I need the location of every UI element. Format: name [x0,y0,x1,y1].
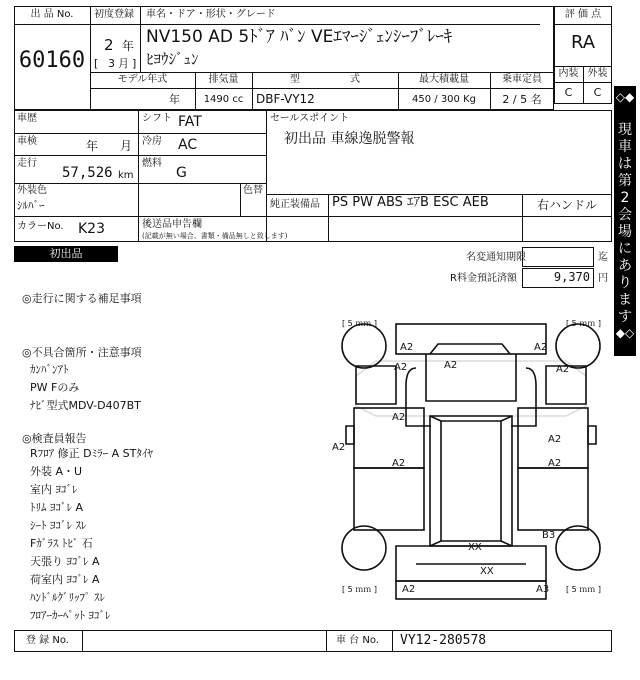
chassis-label: 車 台 No. [336,635,379,646]
defect-item: ﾅﾋﾞ型式MDV-D407BT [30,399,141,412]
recycle-unit: 円 [598,273,608,284]
tire-depth-rear-left: [ 5 ｍｍ ] [342,585,377,594]
exterior-label: 外装 [587,68,608,79]
max-load-label: 最大積載量 [419,74,469,85]
driving-remarks-title: ◎走行に関する補足事項 [22,292,142,305]
color-no-label: カラーNo. [17,221,64,232]
fuel-label: 燃料 [142,158,162,169]
color-change-label: 色替 [243,185,263,196]
score-label: 評 価 点 [564,9,602,20]
mileage-label: 走行 [17,158,37,169]
inspector-item: ﾊﾝﾄﾞﾙｸﾞﾘｯﾌﾟ ｽﾚ [30,591,105,604]
shift-value: FAT [178,114,202,130]
car-outline [326,316,612,626]
damage-mark: A2 [332,442,346,453]
mileage-value: 57,526 [62,165,113,181]
inspector-item: 室内 ﾖｺﾞﾚ [30,483,78,496]
color-no: K23 [78,221,105,237]
damage-mark: A2 [394,362,408,373]
month-bracket-close: ] [132,57,137,70]
inspector-item: Fｶﾞﾗｽ ﾄﾋﾞ 石 [30,537,93,550]
score-value: RA [570,32,596,53]
inspector-item: 外装 A・U [30,465,83,478]
tire-depth-front-left: [ 5 ｍｍ ] [342,319,377,328]
sales-point: 初出品 車線逸脱警報 [284,131,415,147]
title-deadline-box [522,247,594,267]
damage-mark: A3 [536,584,550,595]
month-bracket-open: [ [94,57,99,70]
lot-no: 60160 [18,48,86,73]
type-label-2: 式 [350,74,360,85]
defects-title: ◎不具合箇所・注意事項 [22,346,142,359]
reg-no-label: 登 録 No. [26,635,69,646]
inspector-item: ﾄﾘﾑ ﾖｺﾞﾚ A [30,501,84,514]
damage-mark: A2 [556,364,570,375]
inspector-item: ｼｰﾄ ﾖｺﾞﾚ ｽﾚ [30,519,87,532]
damage-mark: A2 [392,458,406,469]
model-year-unit: 年 [169,93,180,106]
inspector-item: 天張り ﾖｺﾞﾚ A [30,555,100,568]
damage-mark: A2 [534,342,548,353]
footer-frame [14,630,612,652]
first-reg-year: 2 [104,36,114,54]
recycle-label: R料金預託済額 [450,273,517,284]
damage-mark: A2 [548,458,562,469]
exterior-color: ｼﾙﾊﾞｰ [17,199,45,212]
chassis-no: VY12-280578 [400,633,487,648]
name-label: 車名・ドア・形状・グレード [146,9,276,20]
defect-item: ｶﾝﾊﾞﾝｱﾄ [30,363,69,376]
vehicle-name-line2: ﾋﾖｳｼﾞｭﾝ [146,50,199,68]
displacement-label: 排気量 [208,74,239,85]
recycle-amount: 9,370 [553,270,590,284]
damage-mark: A2 [548,434,562,445]
damage-mark: A2 [444,360,458,371]
lot-no-label: 出 品 No. [30,9,74,20]
exterior-score: C [593,86,602,99]
inspector-item: ﾌﾛｱｰｶｰﾍﾟｯﾄ ﾖｺﾞﾚ [30,609,111,622]
title-deadline-unit: 迄 [598,252,608,263]
first-reg-label: 初度登録 [94,9,134,20]
defect-item: PW Fのみ [30,381,80,394]
aftermarket-note: (記載が無い場合、書類・備品無しと致します) [142,232,288,240]
model-year-label: モデル年式 [117,74,168,85]
equipment: PS PW ABS ｴｱB ESC AEB [332,195,489,210]
banner-text: 現車は第2会場にあります [618,122,632,325]
inspector-item: Rﾌﾛｱ 修正 Dﾐﾗｰ A STﾀｲﾔ [30,447,153,460]
tire-depth-rear-right: [ 5 ｍｍ ] [566,585,601,594]
interior-score: C [564,86,573,99]
max-load: 450 / 300 Kg [412,94,476,105]
mileage-unit: km [118,170,134,181]
fuel-value: G [176,165,187,181]
damage-mark: B3 [542,530,556,541]
inspection-year: 年 [86,139,99,153]
inspector-item: 荷室内 ﾖｺﾞﾚ A [30,573,100,586]
type-label: 型 [290,74,300,85]
damage-mark: A2 [400,342,414,353]
banner-diamonds-top: ◇◆ [615,90,635,104]
exterior-color-label: 外装色 [17,185,47,196]
damage-mark: XX [480,566,494,577]
steering: 右ハンドル [537,198,598,212]
location-banner [614,86,636,356]
shift-label: シフト [142,113,172,124]
title-deadline-label: 名変通知期限 [466,252,526,263]
month-label: 月 [118,57,129,70]
interior-label: 内装 [558,68,579,79]
ac-label: 冷房 [142,136,162,147]
first-listing-badge: 初出品 [14,246,118,262]
inspection-month: 月 [120,139,133,153]
vehicle-name-line1: NV150 AD 5ﾄﾞｱ ﾊﾞﾝ VEｴﾏｰｼﾞｪﾝｼｰﾌﾞﾚｰｷ [146,27,453,47]
car-damage-diagram [326,316,612,626]
capacity: 2 / 5 名 [502,93,542,106]
displacement: 1490 cc [203,94,244,105]
damage-mark: A2 [392,412,406,423]
tire-depth-front-right: [ 5 ｍｍ ] [566,319,601,328]
history-label: 車歴 [17,113,37,124]
damage-mark: XX [468,542,482,553]
model-type: DBF-VY12 [256,92,315,106]
year-label: 年 [122,39,135,53]
aftermarket-label: 後送品申告欄 [142,219,202,230]
equipment-label: 純正装備品 [270,199,320,210]
first-reg-month: 3 [108,57,115,70]
damage-mark: A2 [402,584,416,595]
inspection-label: 車検 [17,136,37,147]
inspector-title: ◎検査員報告 [22,432,87,445]
sales-point-label: セールスポイント [270,113,350,124]
capacity-label: 乗車定員 [502,74,542,85]
ac-value: AC [178,137,198,153]
banner-diamonds-bottom: ◆◇ [615,326,635,340]
